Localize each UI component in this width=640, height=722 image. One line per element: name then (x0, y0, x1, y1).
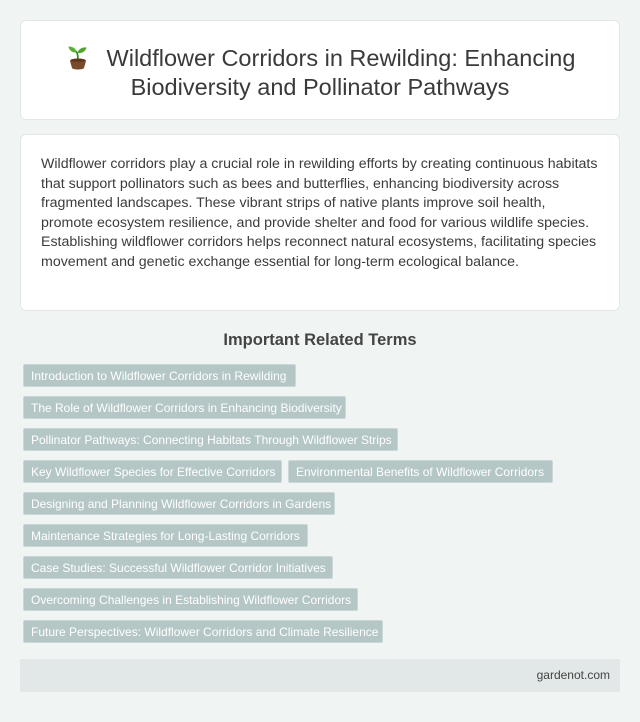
related-term-tag[interactable]: The Role of Wildflower Corridors in Enhancing Biodiversity (23, 396, 346, 419)
related-term-tag[interactable]: Case Studies: Successful Wildflower Corridor Initiatives (23, 556, 333, 579)
page-title (21, 44, 619, 102)
related-terms-heading: Important Related Terms (223, 331, 417, 349)
description-card (20, 134, 620, 311)
related-term-tag[interactable]: Maintenance Strategies for Long-Lasting Corridors (23, 524, 308, 547)
related-term-tag[interactable]: Pollinator Pathways: Connecting Habitats Through Wildflower Strips (23, 428, 398, 451)
title-line-1: Wildflower Corridors in Rewilding: Enhancing (106, 45, 576, 71)
related-term-tag[interactable]: Environmental Benefits of Wildflower Corridors (288, 460, 553, 483)
footer-site-link[interactable]: gardenot.com (536, 668, 610, 682)
description-text: Wildflower corridors play a crucial role in rewilding efforts by creating continuous habitats that support pollinators such as bees and butterflies, enhancing biodiversity across fragmented landscapes. These vibrant strips of native plants improve soil health, promote ecosystem resilience, and provide shelter and food for various wildlife species. Establishing wildflower corridors helps reconnect natural ecosystems, facilitating species movement and genetic exchange essential for long-term ecological balance. (41, 156, 598, 270)
related-term-tag[interactable]: Introduction to Wildflower Corridors in Rewilding (23, 364, 296, 387)
title-card (20, 20, 620, 120)
sprout-icon (65, 44, 91, 70)
related-term-tag[interactable]: Designing and Planning Wildflower Corridors in Gardens (23, 492, 335, 515)
title-line-2: Biodiversity and Pollinator Pathways (130, 74, 510, 100)
related-term-tag[interactable]: Future Perspectives: Wildflower Corridors and Climate Resilience (23, 620, 383, 643)
related-term-tag[interactable]: Key Wildflower Species for Effective Corridors (23, 460, 282, 483)
related-term-tag[interactable]: Overcoming Challenges in Establishing Wildflower Corridors (23, 588, 358, 611)
footer (20, 659, 620, 692)
